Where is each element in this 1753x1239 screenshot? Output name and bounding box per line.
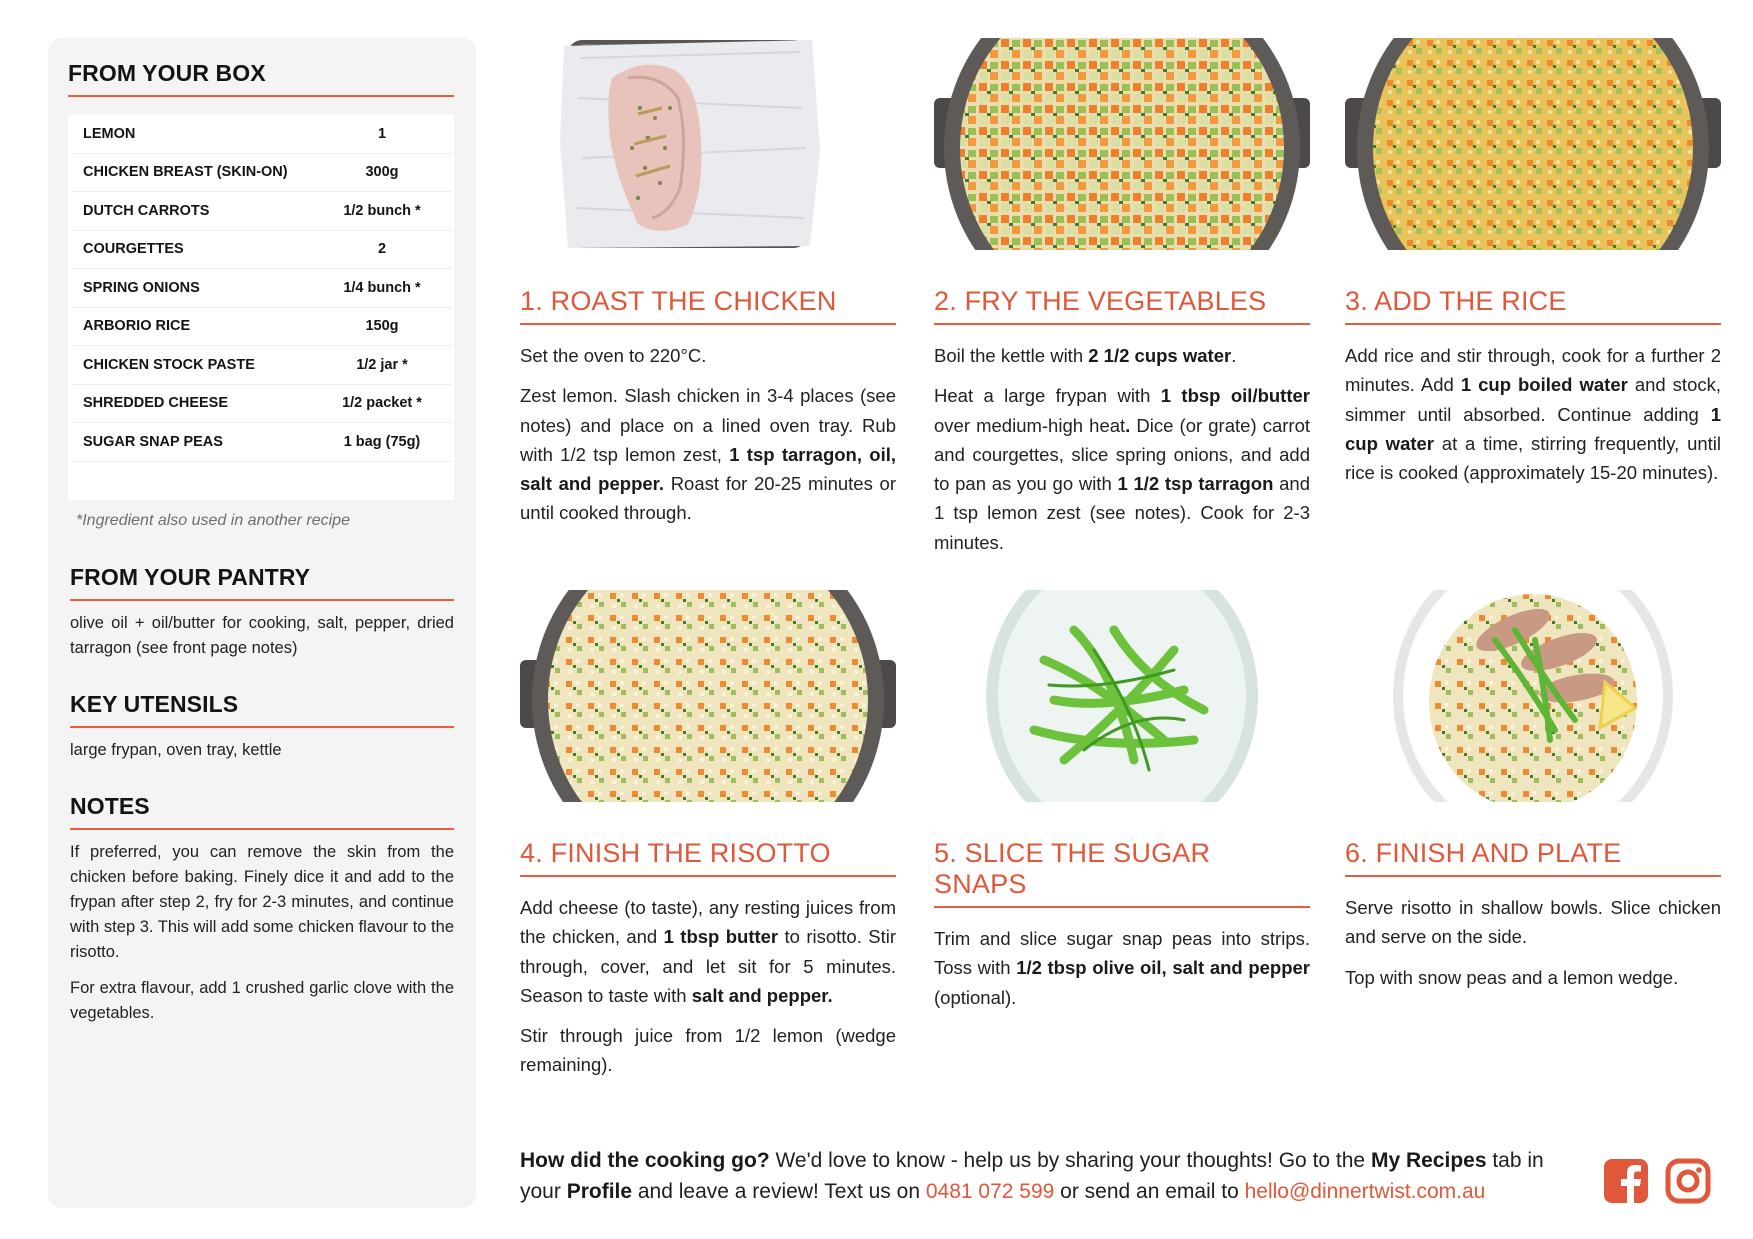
roast-chicken-photo: [520, 38, 896, 250]
step-paragraph: Stir through juice from 1/2 lemon (wedge remaining).: [520, 1025, 896, 1076]
ingredient-row: [70, 423, 452, 462]
step-title: 3. ADD THE RICE: [1345, 286, 1721, 325]
pantry-title: FROM YOUR PANTRY: [70, 564, 454, 601]
ingredient-qty: 1 bag (75g): [343, 433, 421, 450]
email-link[interactable]: hello@dinnertwist.com.au: [1244, 1180, 1486, 1203]
utensils-title: KEY UTENSILS: [70, 691, 454, 728]
ingredient-name: ARBORIO RICE: [83, 318, 191, 335]
facebook-icon[interactable]: [1603, 1158, 1649, 1204]
step-paragraph: Serve risotto in shallow bowls. Slice chicken and serve on the side.: [1345, 897, 1721, 948]
instagram-icon[interactable]: [1665, 1158, 1711, 1204]
finish-plate-photo: [1345, 590, 1721, 802]
ingredient-name: SHREDDED CHEESE: [83, 395, 229, 412]
ingredient-qty: 1/4 bunch *: [343, 279, 421, 296]
ingredient-row: [70, 269, 452, 308]
phone-link[interactable]: 0481 072 599: [925, 1180, 1055, 1203]
notes-section: [68, 793, 454, 1026]
step-4: [520, 590, 896, 1080]
step-paragraph: Heat a large frypan with 1 tbsp oil/butter over medium-high heat. Dice (or grate) carrot and courgettes, slice spring onions, and add to pan as you go with 1 1/2 tsp tarragon and 1 tsp lemon zest (see notes). Cook for 2-3 minutes.: [934, 385, 1311, 553]
notes-title: NOTES: [70, 793, 454, 830]
step-3: [1345, 38, 1721, 487]
step-1: [520, 38, 896, 528]
step-paragraph: Trim and slice sugar snap peas into strips. Toss with 1/2 tbsp olive oil, salt and pepper (optional).: [934, 928, 1311, 1008]
feedback-footer: How did the cooking go? We'd love to know - help us by sharing your thoughts! Go to the My Recipes tab in your Profile and leave a review! Text us on 0481 072 599 or send an email to hello@dinnertwist.com.au: [520, 1149, 1544, 1203]
ingredient-note: *Ingredient also used in another recipe: [76, 511, 350, 529]
step-title: 5. SLICE THE SUGAR SNAPS: [934, 838, 1310, 908]
ingredient-name: CHICKEN STOCK PASTE: [83, 356, 255, 373]
step-5: [934, 590, 1310, 1012]
ingredient-name: CHICKEN BREAST (SKIN-ON): [83, 164, 288, 181]
ingredient-row: [70, 385, 452, 424]
step-title: 1. ROAST THE CHICKEN: [520, 286, 896, 325]
ingredient-name: LEMON: [83, 125, 136, 142]
notes-paragraph: If preferred, you can remove the skin from the chicken before baking. Finely dice it and add to the frypan after step 2, fry for 2-3 minutes, and continue with step 3. This will add some chicken flavour to the risotto.: [70, 842, 454, 961]
ingredient-qty: 150g: [365, 318, 399, 335]
finish-risotto-photo: [520, 590, 896, 802]
ingredient-name: COURGETTES: [83, 241, 184, 258]
fry-vegetables-photo: [934, 38, 1310, 250]
ingredient-qty: 1/2 bunch *: [343, 202, 421, 219]
profile-label: Profile: [566, 1180, 633, 1203]
utensils-section: [68, 691, 454, 763]
ingredient-name: DUTCH CARROTS: [83, 202, 210, 219]
pantry-section: [68, 564, 454, 661]
add-rice-photo: [1345, 38, 1721, 250]
notes-paragraph: For extra flavour, add 1 crushed garlic clove with the vegetables.: [70, 978, 454, 1022]
table-empty-row: [70, 462, 452, 500]
ingredient-qty: 1/2 packet *: [342, 395, 422, 412]
ingredient-row: [70, 346, 452, 385]
ingredient-row: [70, 115, 452, 154]
ingredient-row: [70, 154, 452, 193]
my-recipes-label: My Recipes: [1370, 1149, 1487, 1172]
step-2: [934, 38, 1310, 557]
ingredients-sidebar: [48, 38, 476, 1208]
ingredient-qty: 300g: [365, 164, 399, 181]
step-title: 6. FINISH AND PLATE: [1345, 838, 1721, 877]
ingredient-name: SUGAR SNAP PEAS: [83, 433, 223, 450]
step-paragraph: Top with snow peas and a lemon wedge.: [1345, 966, 1679, 988]
box-title: FROM YOUR BOX: [68, 60, 454, 97]
ingredient-qty: 1: [377, 125, 387, 142]
ingredient-row: [70, 192, 452, 231]
step-title: 2. FRY THE VEGETABLES: [934, 286, 1310, 325]
step-paragraph: Add rice and stir through, cook for a further 2 minutes. Add 1 cup boiled water and stock, simmer until absorbed. Continue adding 1 cup water at a time, stirring frequently, until rice is cooked (approximately 15-20 minutes).: [1345, 345, 1722, 484]
sugar-snaps-photo: [934, 590, 1310, 802]
ingredient-row: [70, 231, 452, 270]
pantry-text: olive oil + oil/butter for cooking, salt, pepper, dried tarragon (see front page notes): [70, 613, 454, 657]
ingredient-name: SPRING ONIONS: [83, 279, 200, 296]
step-paragraph: Set the oven to 220°C.: [520, 345, 707, 366]
ingredient-row: [70, 308, 452, 347]
feedback-question: How did the cooking go?: [520, 1149, 770, 1172]
ingredient-qty: 2: [377, 241, 387, 258]
ingredient-qty: 1/2 jar *: [356, 356, 408, 373]
step-6: [1345, 590, 1721, 992]
step-paragraph: Add cheese (to taste), any resting juices from the chicken, and 1 tbsp butter to risotto. Stir through, cover, and let sit for 5 minutes. Season to taste with salt and pepper.: [520, 897, 896, 1006]
step-title: 4. FINISH THE RISOTTO: [520, 838, 896, 877]
ingredients-table: [68, 115, 454, 500]
step-paragraph: Boil the kettle with 2 1/2 cups water.: [934, 345, 1237, 366]
utensils-text: large frypan, oven tray, kettle: [70, 740, 282, 759]
step-paragraph: Zest lemon. Slash chicken in 3-4 places (see notes) and place on a lined oven tray. Rub with 1/2 tsp lemon zest, 1 tsp tarragon, oil, salt and pepper. Roast for 20-25 minutes or until cooked through.: [520, 385, 897, 524]
